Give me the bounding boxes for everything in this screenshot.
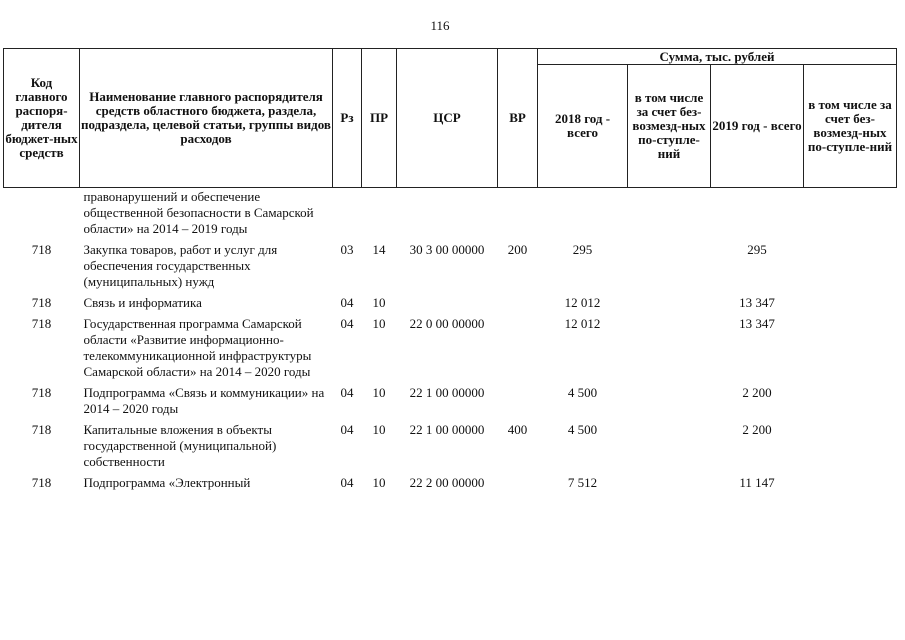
cell-2019-total: 13 347 [739,295,775,310]
cell-name: Государственная программа Самарской области «Развитие информационно-телекоммуникационной инфраструктуры Самарской области» на 2014 – 2020 годы [83,316,312,379]
cell-2019-total: 11 147 [739,475,775,490]
cell-2018-total: 12 012 [564,316,601,331]
cell-csr: 22 0 00 00000 [409,316,485,331]
header-2018-free: в том числе за счет без-возмезд-ных по-ступле-ний [628,65,711,188]
cell-2019-total [711,188,804,238]
cell-2019-total: 295 [747,242,767,257]
header-sum: Сумма, тыс. рублей [538,49,897,65]
cell-2018-total: 295 [572,242,593,257]
cell-pr: 10 [372,316,386,331]
cell-rz: 04 [340,385,354,400]
cell-vr [498,380,538,417]
cell-2019-total: 2 200 [742,422,772,437]
cell-rz: 04 [340,295,354,310]
cell-name: Закупка товаров, работ и услуг для обеспечения государственных (муниципальных) нужд [83,242,278,289]
cell-vr: 200 [507,242,528,257]
header-2019-free: в том числе за счет без-возмезд-ных по-ступле-ний [804,65,897,188]
cell-2018-free [628,188,711,238]
cell-2018-free [628,470,711,491]
page-number: 116 [430,18,450,33]
header-csr: ЦСР [397,49,498,188]
cell-pr: 10 [372,385,386,400]
cell-name: правонарушений и обеспечение общественной безопасности в Самарской области» на 2014 – 2019 годы [83,189,314,236]
cell-2019-free [804,470,897,491]
cell-rz: 03 [340,242,354,257]
table-row [4,380,897,417]
cell-2019-free [804,380,897,417]
cell-rz: 04 [340,422,354,437]
cell-pr: 14 [372,242,386,257]
table-row [4,470,897,491]
cell-csr [397,188,498,238]
cell-pr [362,188,397,238]
cell-rz: 04 [340,475,354,490]
cell-vr [498,470,538,491]
cell-2018-free [628,311,711,380]
cell-code: 718 [31,316,52,331]
header-2019-total: 2019 год - всего [711,65,804,188]
header-pr: ПР [362,49,397,188]
cell-name: Подпрограмма «Связь и коммуникации» на 2014 – 2020 годы [83,385,325,416]
header-2018-total: 2018 год - всего [538,65,628,188]
cell-vr [498,311,538,380]
cell-2019-free [804,417,897,470]
cell-csr: 22 1 00 00000 [409,422,485,437]
cell-2018-free [628,290,711,311]
table-body [4,188,897,492]
header-vr: ВР [498,49,538,188]
cell-2019-free [804,311,897,380]
cell-name: Капитальные вложения в объекты государственной (муниципальной) собственности [83,422,277,469]
cell-csr: 30 3 00 00000 [409,242,485,257]
cell-2018-total: 12 012 [564,295,601,310]
cell-rz: 04 [340,316,354,331]
cell-2018-free [628,417,711,470]
cell-code: 718 [31,385,52,400]
cell-2018-total: 4 500 [567,385,598,400]
cell-name: Связь и информатика [83,295,202,310]
cell-vr [498,290,538,311]
cell-2019-total: 2 200 [742,385,772,400]
table-row [4,290,897,311]
header-name: Наименование главного распорядителя средств областного бюджета, раздела, подраздела, целевой статьи, группы видов расходов [80,49,333,188]
cell-2019-total: 13 347 [739,316,775,331]
cell-pr: 10 [372,422,386,437]
cell-2019-free [804,290,897,311]
table-row [4,417,897,470]
cell-code [4,188,80,238]
cell-csr: 22 1 00 00000 [409,385,485,400]
cell-pr: 10 [372,475,386,490]
header-code: Код главного распоря-дителя бюджет-ных средств [4,49,80,188]
cell-rz [333,188,362,238]
table-row [4,237,897,290]
cell-2018-free [628,380,711,417]
cell-2018-free [628,237,711,290]
cell-code: 718 [31,422,52,437]
header-rz: Рз [333,49,362,188]
table-row [4,188,897,238]
cell-2018-total: 4 500 [567,422,598,437]
cell-code: 718 [31,475,52,490]
cell-csr [397,290,498,311]
cell-2018-total: 7 512 [567,475,598,490]
cell-pr: 10 [372,295,386,310]
cell-code: 718 [31,295,52,310]
table-header [4,49,897,188]
cell-name: Подпрограмма «Электронный [83,475,251,490]
cell-2019-free [804,188,897,238]
cell-vr [498,188,538,238]
cell-csr: 22 2 00 00000 [409,475,485,490]
table-row [4,311,897,380]
cell-2018-total [538,188,628,238]
cell-2019-free [804,237,897,290]
budget-table [3,48,897,491]
cell-code: 718 [31,242,52,257]
cell-vr: 400 [507,422,528,437]
